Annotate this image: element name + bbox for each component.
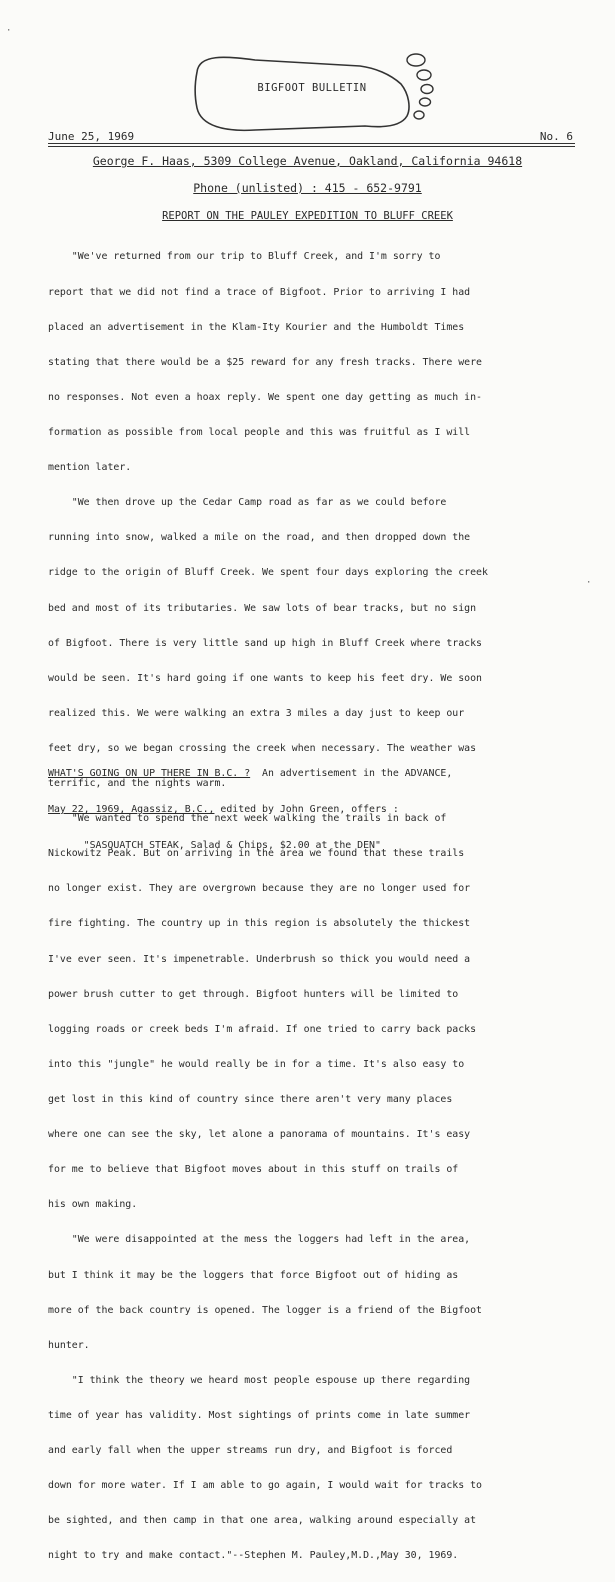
editor-address: George F. Haas, 5309 College Avenue, Oakland, California 94618	[92, 154, 523, 168]
text-line: no longer exist. They are overgrown because they are no longer used for	[48, 883, 471, 895]
footer-text: An advertisement in the ADVANCE,	[250, 768, 453, 779]
text-line: power brush cutter to get through. Bigfoot hunters will be limited to	[48, 988, 459, 1000]
text-line: "We wanted to spend the next week walking the trails in back of	[48, 813, 447, 825]
text-line: terrific, and the nights warm.	[48, 778, 227, 790]
text-line: time of year has validity. Most sightings of prints come in late summer	[48, 1410, 471, 1422]
text-line: ridge to the origin of Bluff Creek. We spent four days exploring the creek	[48, 567, 488, 579]
text-line: of Bigfoot. There is very little sand up high in Bluff Creek where tracks	[48, 637, 483, 649]
text-line: "We've returned from our trip to Bluff Creek, and I'm sorry to	[48, 251, 441, 263]
text-line: running into snow, walked a mile on the road, and then dropped down the	[48, 532, 471, 544]
text-line: but I think it may be the loggers that force Bigfoot out of hiding as	[48, 1269, 459, 1281]
text-line: realized this. We were walking an extra 3 miles a day just to keep our	[48, 707, 465, 719]
text-line: formation as possible from local people and this was fruitful as I will	[48, 426, 471, 438]
footer-line	[48, 804, 582, 816]
text-line: feet dry, so we began crossing the creek when necessary. The weather was	[48, 742, 477, 754]
issue-date: June 25, 1969	[48, 130, 135, 143]
text-line: his own making.	[48, 1199, 138, 1211]
editor-phone: Phone (unlisted) : 415 - 652-9791	[193, 181, 422, 195]
text-line: placed an advertisement in the Klam-Ity Kourier and the Humboldt Times	[48, 321, 465, 333]
text-line: for me to believe that Bigfoot moves about in this stuff on trails of	[48, 1164, 459, 1176]
text-line: bed and most of its tributaries. We saw lots of bear tracks, but no sign	[48, 602, 477, 614]
text-line: "We were disappointed at the mess the loggers had left in the area,	[48, 1234, 471, 1246]
text-line: where one can see the sky, let alone a panorama of mountains. It's easy	[48, 1129, 471, 1141]
text-line: more of the back country is opened. The logger is a friend of the Bigfoot	[48, 1304, 483, 1316]
footer-quote: "SASQUATCH STEAK, Salad & Chips, $2.00 at the DEN"	[48, 840, 381, 851]
text-line: "I think the theory we heard most people espouse up there regarding	[48, 1374, 471, 1386]
footer-heading: WHAT'S GOING ON UP THERE IN B.C. ?	[48, 768, 251, 779]
issue-number: No. 6	[539, 130, 573, 143]
footer-line	[48, 768, 582, 780]
text-line: logging roads or creek beds I'm afraid. If one tried to carry back packs	[48, 1023, 477, 1035]
text-line: "We then drove up the Cedar Camp road as far as we could before	[48, 497, 447, 509]
text-line: be sighted, and then camp in that one area, walking around especially at	[48, 1515, 477, 1527]
text-line: night to try and make contact."--Stephen M. Pauley,M.D.,May 30, 1969.	[48, 1550, 459, 1562]
divider	[48, 143, 575, 144]
report-title: REPORT ON THE PAULEY EXPEDITION TO BLUFF CREEK	[162, 210, 453, 222]
text-line: report that we did not find a trace of Bigfoot. Prior to arriving I had	[48, 286, 471, 298]
text-line: hunter.	[48, 1339, 90, 1351]
text-line: would be seen. It's hard going if one wants to keep his feet dry. We soon	[48, 672, 483, 684]
text-line: down for more water. If I am able to go again, I would wait for tracks to	[48, 1480, 483, 1492]
stray-mark: ·	[586, 578, 592, 588]
text-line: no responses. Not even a hoax reply. We spent one day getting as much in-	[48, 391, 483, 403]
text-line: and early fall when the upper streams run dry, and Bigfoot is forced	[48, 1445, 453, 1457]
bulletin-title: BIGFOOT BULLETIN	[257, 82, 367, 94]
text-line: get lost in this kind of country since there aren't very many places	[48, 1094, 453, 1106]
footer-text: edited by John Green, offers :	[214, 804, 399, 815]
stray-mark: ·	[6, 26, 12, 36]
divider	[48, 146, 575, 147]
text-line: mention later.	[48, 462, 132, 474]
text-line: Nickowitz Peak. But on arriving in the area we found that these trails	[48, 848, 465, 860]
bc-news-item	[48, 744, 582, 876]
footer-source: May 22, 1969, Agassiz, B.C.,	[48, 804, 215, 815]
text-line: fire fighting. The country up in this region is absolutely the thickest	[48, 918, 471, 930]
text-line: I've ever seen. It's impenetrable. Underbrush so thick you would need a	[48, 953, 471, 965]
text-line: into this "jungle" he would really be in for a time. It's also easy to	[48, 1058, 465, 1070]
text-line: stating that there would be a $25 reward for any fresh tracks. There were	[48, 356, 483, 368]
report-body	[48, 228, 582, 1582]
